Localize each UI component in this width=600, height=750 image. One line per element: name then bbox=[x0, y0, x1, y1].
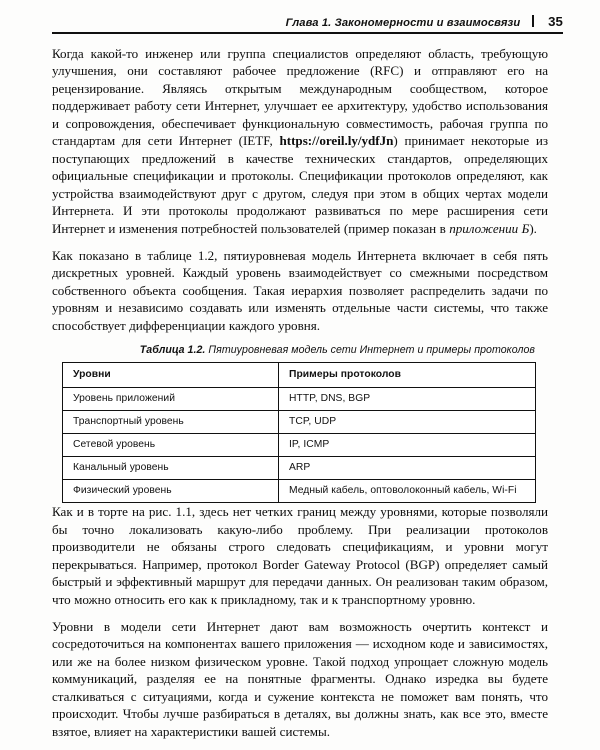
table-body bbox=[63, 363, 536, 503]
cell-layer-protocols: TCP, UDP bbox=[279, 411, 536, 434]
table-row bbox=[63, 411, 536, 434]
header-separator bbox=[532, 15, 534, 27]
page-content bbox=[52, 45, 548, 740]
paragraph-1-part-2: ) принимает некоторые из поступающих предложений в качестве технических стандартов, определяющих официальные спецификации и протоколы. Спецификации протоколов определяют, как устройства взаимодействуют друг с другом, следуя при этом в общих чертах модели Интернета. И эти протоколы продолжают развиваться по мере расширения сети Интернет и изменения потребностей пользователей (пример показан в bbox=[52, 133, 548, 236]
chapter-title: Глава 1. Закономерности и взаимосвязи bbox=[285, 17, 521, 29]
table-header-row bbox=[63, 363, 536, 388]
table-row bbox=[63, 434, 536, 457]
internet-model-table bbox=[62, 362, 536, 503]
paragraph-1-part-1: Когда какой-то инженер или группа специалистов определяют область, требующую улучшения, они составляют рабочее предложение (RFC) и отправляют его на рецензирование. Являясь открытым международным сообществом, которое поддерживает работу сети Интернет, улучшает ее архитектуру, удобство использования и сопровождения, обеспечивает функциональную совместимость, рабочая группа по стандартам для сети Интернет (IETF, bbox=[52, 46, 548, 149]
cell-layer-protocols: IP, ICMP bbox=[279, 434, 536, 457]
cell-layer-name: Физический уровень bbox=[63, 480, 279, 503]
cell-layer-name: Уровень приложений bbox=[63, 388, 279, 411]
table-caption-number: Таблица 1.2. bbox=[139, 344, 206, 357]
header-rule bbox=[52, 32, 563, 34]
cell-layer-name: Канальный уровень bbox=[63, 457, 279, 480]
cell-layer-protocols: ARP bbox=[279, 457, 536, 480]
paragraph-3: Как и в торте на рис. 1.1, здесь нет четких границ между уровнями, которые позволяли бы точно локализовать какую-либо проблему. При реализации протоколов производители не обязаны строго следовать спецификациям, и уровни могут перекрываться. Например, протокол Border Gateway Protocol (BGP) определяет самый быстрый и эффективный маршрут для передачи данных. Он реализован таким образом, что можно относить его как к прикладному, так и к транспортному уровню. bbox=[52, 504, 548, 607]
ietf-url[interactable]: https://oreil.ly/ydfJn bbox=[279, 133, 394, 149]
table-caption-text: Пятиуровневая модель сети Интернет и примеры протоколов bbox=[205, 344, 535, 357]
table-row bbox=[63, 388, 536, 411]
cell-layer-name: Транспортный уровень bbox=[63, 411, 279, 434]
paragraph-2: Как показано в таблице 1.2, пятиуровневая модель Интернета включает в себя пять дискретных уровней. Каждый уровень взаимодействует со смежными посредством собственного объекта сообщения. Такая иерархия позволяет распределить задачи по уровням и независимо создавать или изменять отдельные части системы, что также способствует дифференциации каждого уровня. bbox=[52, 247, 548, 333]
cell-layer-protocols: Медный кабель, оптоволоконный кабель, Wi-Fi bbox=[289, 485, 517, 497]
paragraph-4: Уровни в модели сети Интернет дают вам возможность очертить контекст и сосредоточиться на компонентах вашего приложения — исходном коде и зависимостях, или же на более низком физическом уровне. Такой подход упрощает сложную модель коммуникаций, разделяя ее на понятные фрагменты. Однако изредка вы будете сталкиваться с ситуациями, когда и сужение контекста не поможет вам понять, что происходит. Чтобы лучше разбираться в деталях, вы должны знать, как все это, вместе взятое, влияет на характеристики вашей системы. bbox=[52, 618, 548, 739]
appendix-reference: приложении Б bbox=[449, 220, 530, 236]
table-row bbox=[63, 457, 536, 480]
running-head bbox=[52, 14, 563, 29]
table-caption bbox=[52, 344, 548, 356]
paragraph-1 bbox=[52, 45, 548, 237]
table-row bbox=[63, 480, 536, 503]
page-number: 35 bbox=[548, 14, 563, 29]
column-header-protocols: Примеры протоколов bbox=[279, 363, 536, 388]
cell-layer-protocols: HTTP, DNS, BGP bbox=[279, 388, 536, 411]
paragraph-1-part-3: ). bbox=[529, 220, 537, 236]
column-header-layers: Уровни bbox=[63, 363, 279, 388]
cell-layer-name: Сетевой уровень bbox=[63, 434, 279, 457]
